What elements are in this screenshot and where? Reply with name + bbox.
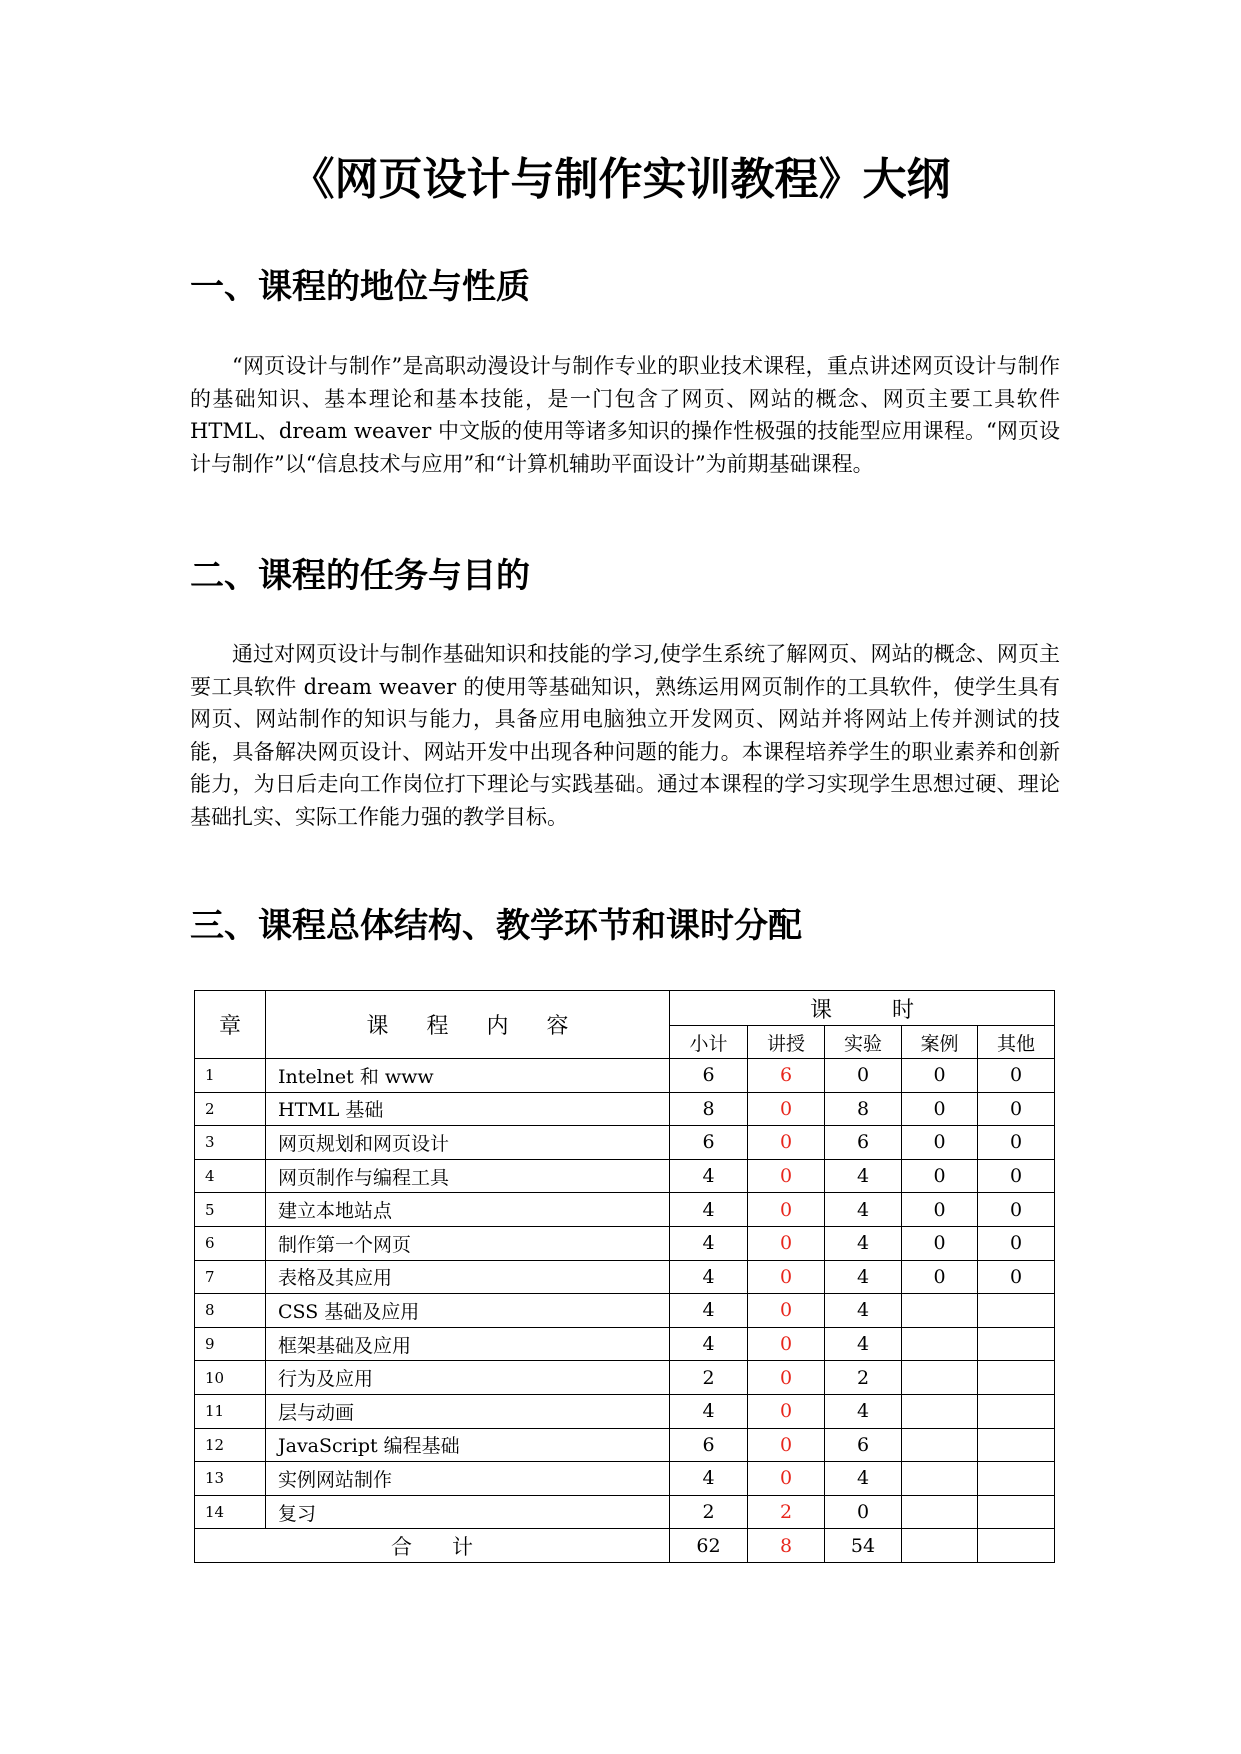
chapter-number-cell: 7: [195, 1260, 266, 1294]
section-heading-structure-hours: 三、课程总体结构、教学环节和课时分配: [190, 906, 802, 946]
header-subtotal: 小计: [670, 1026, 748, 1059]
lecture-hours-cell: 0: [748, 1294, 825, 1328]
lecture-hours-cell: 6: [748, 1059, 825, 1093]
other-hours-cell: 0: [978, 1159, 1055, 1193]
lab-hours-cell: 2: [825, 1361, 902, 1395]
chapter-content-cell: CSS 基础及应用: [266, 1294, 670, 1328]
chapter-content-cell: 制作第一个网页: [266, 1226, 670, 1260]
total-case-cell: [902, 1529, 978, 1563]
lecture-hours-cell: 0: [748, 1260, 825, 1294]
lab-hours-cell: 4: [825, 1260, 902, 1294]
lab-hours-cell: 4: [825, 1462, 902, 1496]
total-label-cell: 合计: [195, 1529, 670, 1563]
chapter-number-cell: 12: [195, 1428, 266, 1462]
lab-hours-cell: 4: [825, 1159, 902, 1193]
lecture-hours-cell: 0: [748, 1092, 825, 1126]
chapter-number-cell: 11: [195, 1394, 266, 1428]
other-hours-cell: 0: [978, 1226, 1055, 1260]
other-hours-cell: [978, 1428, 1055, 1462]
subtotal-hours-cell: 4: [670, 1193, 748, 1227]
lab-hours-cell: 4: [825, 1327, 902, 1361]
case-hours-cell: 0: [902, 1159, 978, 1193]
chapter-content-cell: 网页规划和网页设计: [266, 1126, 670, 1160]
case-hours-cell: 0: [902, 1059, 978, 1093]
table-row: [195, 1361, 1055, 1395]
total-lecture-cell: 8: [748, 1529, 825, 1563]
section-paragraph-tasks-goals: 通过对网页设计与制作基础知识和技能的学习,使学生系统了解网页、网站的概念、网页主要工具软件 dream weaver 的使用等基础知识，熟练运用网页制作的工具软件，使学生具有网页、网站制作的知识与能力，具备应用电脑独立开发网页、网站并将网站上传并测试的技能，具备解决网页设计、网站开发中出现各种问题的能力。本课程培养学生的职业素养和创新能力，为日后走向工作岗位打下理论与实践基础。通过本课程的学习实现学生思想过硬、理论基础扎实、实际工作能力强的教学目标。: [190, 642, 1060, 829]
other-hours-cell: [978, 1394, 1055, 1428]
chapter-number-cell: 2: [195, 1092, 266, 1126]
table-row: [195, 1327, 1055, 1361]
total-other-cell: [978, 1529, 1055, 1563]
chapter-number-cell: 3: [195, 1126, 266, 1160]
table-row: [195, 1226, 1055, 1260]
lab-hours-cell: 4: [825, 1394, 902, 1428]
chapter-content-cell: JavaScript 编程基础: [266, 1428, 670, 1462]
table-row: [195, 1394, 1055, 1428]
chapter-content-cell: Intelnet 和 www: [266, 1059, 670, 1093]
course-hours-table: [194, 990, 1055, 1563]
lecture-hours-cell: 0: [748, 1394, 825, 1428]
subtotal-hours-cell: 6: [670, 1126, 748, 1160]
chapter-content-cell: 建立本地站点: [266, 1193, 670, 1227]
chapter-content-cell: 框架基础及应用: [266, 1327, 670, 1361]
lecture-hours-cell: 0: [748, 1428, 825, 1462]
subtotal-hours-cell: 4: [670, 1294, 748, 1328]
chapter-number-cell: 14: [195, 1495, 266, 1529]
section-heading-status-nature: 一、课程的地位与性质: [190, 267, 530, 307]
chapter-number-cell: 13: [195, 1462, 266, 1496]
total-lab-cell: 54: [825, 1529, 902, 1563]
table-row: [195, 1059, 1055, 1093]
table-row: [195, 1294, 1055, 1328]
subtotal-hours-cell: 4: [670, 1260, 748, 1294]
other-hours-cell: 0: [978, 1059, 1055, 1093]
section-paragraph-status-nature: “网页设计与制作”是高职动漫设计与制作专业的职业技术课程，重点讲述网页设计与制作的基础知识、基本理论和基本技能，是一门包含了网页、网站的概念、网页主要工具软件 HTML、dream weaver 中文版的使用等诸多知识的操作性极强的技能型应用课程。“网页设计与制作”以“信息技术与应用”和“计算机辅助平面设计”为前期基础课程。: [190, 354, 1060, 476]
case-hours-cell: 0: [902, 1260, 978, 1294]
lecture-hours-cell: 0: [748, 1159, 825, 1193]
case-hours-cell: [902, 1462, 978, 1496]
subtotal-hours-cell: 4: [670, 1394, 748, 1428]
case-hours-cell: [902, 1428, 978, 1462]
other-hours-cell: 0: [978, 1193, 1055, 1227]
subtotal-hours-cell: 4: [670, 1327, 748, 1361]
other-hours-cell: 0: [978, 1260, 1055, 1294]
table-row: [195, 1462, 1055, 1496]
chapter-content-cell: HTML 基础: [266, 1092, 670, 1126]
lab-hours-cell: 8: [825, 1092, 902, 1126]
table-row: [195, 1193, 1055, 1227]
lecture-hours-cell: 0: [748, 1126, 825, 1160]
lab-hours-cell: 6: [825, 1126, 902, 1160]
other-hours-cell: [978, 1361, 1055, 1395]
other-hours-cell: [978, 1327, 1055, 1361]
chapter-number-cell: 4: [195, 1159, 266, 1193]
table-row: [195, 1126, 1055, 1160]
case-hours-cell: [902, 1294, 978, 1328]
total-subtotal-cell: 62: [670, 1529, 748, 1563]
case-hours-cell: 0: [902, 1193, 978, 1227]
chapter-content-cell: 实例网站制作: [266, 1462, 670, 1496]
other-hours-cell: 0: [978, 1092, 1055, 1126]
table-row: [195, 1159, 1055, 1193]
subtotal-hours-cell: 8: [670, 1092, 748, 1126]
chapter-number-cell: 9: [195, 1327, 266, 1361]
chapter-number-cell: 6: [195, 1226, 266, 1260]
chapter-content-cell: 行为及应用: [266, 1361, 670, 1395]
header-case: 案例: [902, 1026, 978, 1059]
case-hours-cell: [902, 1495, 978, 1529]
lab-hours-cell: 0: [825, 1059, 902, 1093]
chapter-content-cell: 复习: [266, 1495, 670, 1529]
lab-hours-cell: 4: [825, 1294, 902, 1328]
chapter-number-cell: 1: [195, 1059, 266, 1093]
other-hours-cell: [978, 1462, 1055, 1496]
chapter-content-cell: 表格及其应用: [266, 1260, 670, 1294]
document-title: 《网页设计与制作实训教程》大纲: [290, 154, 951, 205]
subtotal-hours-cell: 2: [670, 1361, 748, 1395]
lab-hours-cell: 4: [825, 1193, 902, 1227]
other-hours-cell: [978, 1294, 1055, 1328]
lecture-hours-cell: 2: [748, 1495, 825, 1529]
lab-hours-cell: 0: [825, 1495, 902, 1529]
header-other: 其他: [978, 1026, 1055, 1059]
table-row: [195, 1428, 1055, 1462]
case-hours-cell: [902, 1327, 978, 1361]
header-lab: 实验: [825, 1026, 902, 1059]
chapter-content-cell: 层与动画: [266, 1394, 670, 1428]
chapter-number-cell: 8: [195, 1294, 266, 1328]
lecture-hours-cell: 0: [748, 1193, 825, 1227]
chapter-content-cell: 网页制作与编程工具: [266, 1159, 670, 1193]
case-hours-cell: [902, 1394, 978, 1428]
table-row: [195, 1092, 1055, 1126]
subtotal-hours-cell: 4: [670, 1226, 748, 1260]
lab-hours-cell: 6: [825, 1428, 902, 1462]
total-row: [195, 1529, 1055, 1563]
subtotal-hours-cell: 4: [670, 1159, 748, 1193]
lecture-hours-cell: 0: [748, 1226, 825, 1260]
chapter-number-cell: 10: [195, 1361, 266, 1395]
subtotal-hours-cell: 4: [670, 1462, 748, 1496]
other-hours-cell: [978, 1495, 1055, 1529]
header-content: 课程内容: [266, 991, 670, 1059]
section-heading-tasks-goals: 二、课程的任务与目的: [190, 556, 530, 596]
lecture-hours-cell: 0: [748, 1361, 825, 1395]
table-row: [195, 1495, 1055, 1529]
header-lecture: 讲授: [748, 1026, 825, 1059]
chapter-number-cell: 5: [195, 1193, 266, 1227]
case-hours-cell: 0: [902, 1226, 978, 1260]
other-hours-cell: 0: [978, 1126, 1055, 1160]
subtotal-hours-cell: 6: [670, 1059, 748, 1093]
table-body: [195, 1059, 1055, 1563]
table-row: [195, 1260, 1055, 1294]
case-hours-cell: [902, 1361, 978, 1395]
subtotal-hours-cell: 6: [670, 1428, 748, 1462]
lecture-hours-cell: 0: [748, 1462, 825, 1496]
lab-hours-cell: 4: [825, 1226, 902, 1260]
header-chapter: 章: [195, 991, 266, 1059]
case-hours-cell: 0: [902, 1126, 978, 1160]
lecture-hours-cell: 0: [748, 1327, 825, 1361]
header-hours: 课时: [670, 991, 1055, 1026]
case-hours-cell: 0: [902, 1092, 978, 1126]
subtotal-hours-cell: 2: [670, 1495, 748, 1529]
